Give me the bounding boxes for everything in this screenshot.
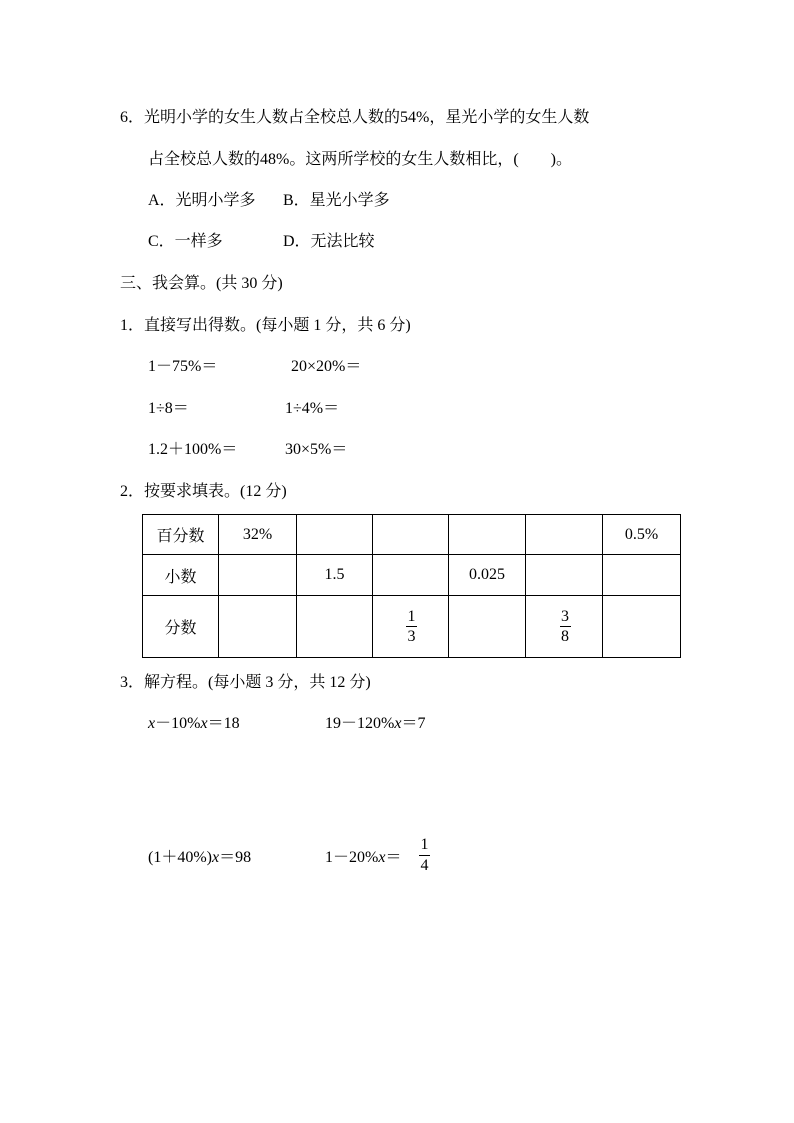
table-cell (373, 555, 449, 596)
p3-title: 3．解方程。(每小题 3 分，共 12 分) (120, 674, 371, 691)
fraction-denominator: 4 (420, 857, 429, 874)
table-cell: 0.5% (603, 515, 681, 555)
table-row-percent (143, 515, 681, 555)
q6-option-d: D．无法比较 (283, 233, 375, 250)
table-cell (297, 596, 373, 658)
table-cell (449, 596, 526, 658)
fraction-numerator: 1 (420, 836, 429, 853)
p1-item-2: 20×20%＝ (291, 358, 362, 375)
q6-line1: 6．光明小学的女生人数占全校总人数的54%，星光小学的女生人数 (120, 109, 590, 126)
q6-option-b: B．星光小学多 (283, 192, 390, 209)
variable-x: x (200, 715, 208, 732)
equation-2 (325, 714, 425, 734)
table-cell (526, 555, 603, 596)
row-label: 分数 (143, 596, 219, 658)
table-cell (219, 596, 297, 658)
p1-item-5: 1.2＋100%＝ (148, 441, 238, 458)
eq2-part: 19－120% (325, 715, 395, 732)
table-cell-fraction (373, 596, 449, 658)
eq2-part: ＝7 (401, 715, 426, 732)
eq3-part: ＝98 (219, 849, 252, 866)
p1-item-4: 1÷4%＝ (285, 400, 340, 417)
variable-x: x (148, 715, 156, 732)
p1-item-3: 1÷8＝ (148, 400, 189, 417)
fraction-denominator: 3 (407, 628, 416, 645)
q6-option-c: C．一样多 (148, 233, 223, 250)
table-cell (297, 515, 373, 555)
p1-item-6: 30×5%＝ (285, 441, 348, 458)
table-cell (603, 596, 681, 658)
fraction-one-quarter (419, 836, 430, 875)
fraction-denominator: 8 (561, 628, 569, 645)
q6-line2: 占全校总人数的48%。这两所学校的女生人数相比，( )。 (148, 151, 572, 168)
equation-4 (325, 848, 401, 868)
variable-x: x (212, 849, 220, 866)
table-cell-fraction (526, 596, 603, 658)
variable-x: x (394, 715, 402, 732)
table-cell (603, 555, 681, 596)
table-cell: 0.025 (449, 555, 526, 596)
table-cell (526, 515, 603, 555)
fraction-three-eighths (560, 608, 571, 645)
eq1-part: －10% (155, 715, 201, 732)
section-3-title: 三、我会算。(共 30 分) (120, 275, 283, 292)
table-cell: 32% (219, 515, 297, 555)
conversion-table (142, 514, 681, 658)
row-label: 小数 (143, 555, 219, 596)
eq4-part: 1－20% (325, 849, 379, 866)
variable-x: x (378, 849, 386, 866)
row-label: 百分数 (143, 515, 219, 555)
table-cell (373, 515, 449, 555)
fraction-bar (560, 626, 571, 627)
equation-1 (148, 714, 240, 734)
p1-item-1: 1－75%＝ (148, 358, 218, 375)
p1-title: 1．直接写出得数。(每小题 1 分，共 6 分) (120, 317, 411, 334)
table-cell (449, 515, 526, 555)
fraction-bar (406, 626, 417, 627)
eq1-part: ＝18 (207, 715, 240, 732)
fraction-bar (419, 855, 430, 856)
fraction-one-third (406, 608, 417, 645)
table-row-decimal (143, 555, 681, 596)
equation-3 (148, 848, 251, 868)
fraction-numerator: 3 (561, 608, 569, 625)
p2-title: 2．按要求填表。(12 分) (120, 483, 287, 500)
table-cell (219, 555, 297, 596)
table-cell: 1.5 (297, 555, 373, 596)
eq3-part: (1＋40%) (148, 849, 212, 866)
q6-option-a: A．光明小学多 (148, 192, 256, 209)
fraction-numerator: 1 (407, 608, 416, 625)
table-row-fraction (143, 596, 681, 658)
eq4-part: ＝ (385, 849, 402, 866)
